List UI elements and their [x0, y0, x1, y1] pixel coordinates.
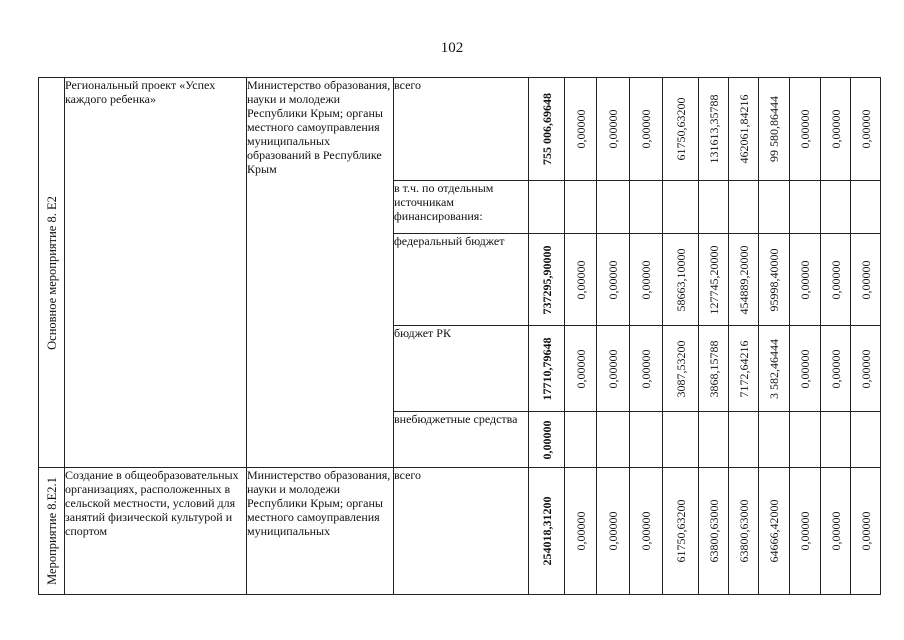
value-cell: 0,00000 — [821, 78, 851, 181]
value-cell: 64666,42000 — [759, 468, 790, 595]
value-cell: 131613,35788 — [699, 78, 729, 181]
source-cell: всего — [394, 468, 529, 595]
total-cell: 737295,90000 — [529, 234, 565, 326]
total-cell: 0,00000 — [529, 412, 565, 468]
source-cell: внебюджетные средства — [394, 412, 529, 468]
value-cell: 95998,40000 — [759, 234, 790, 326]
value-cell: 0,00000 — [851, 326, 881, 412]
value-cell — [729, 181, 759, 234]
value-cell: 0,00000 — [790, 468, 821, 595]
table-row — [39, 78, 881, 181]
value-cell: 0,00000 — [790, 234, 821, 326]
value-cell: 0,00000 — [630, 468, 663, 595]
value-cell: 0,00000 — [597, 78, 630, 181]
value-cell: 0,00000 — [565, 468, 597, 595]
total-cell — [529, 181, 565, 234]
value-cell: 3 582,46444 — [759, 326, 790, 412]
value-cell: 0,00000 — [630, 234, 663, 326]
value-cell: 127745,20000 — [699, 234, 729, 326]
value-cell — [821, 181, 851, 234]
value-cell: 0,00000 — [851, 468, 881, 595]
source-cell: в т.ч. по отдельным источникам финансирования: — [394, 181, 529, 234]
value-cell: 0,00000 — [851, 234, 881, 326]
value-cell — [790, 181, 821, 234]
value-cell — [630, 181, 663, 234]
value-cell: 7172,64216 — [729, 326, 759, 412]
value-cell: 0,00000 — [597, 326, 630, 412]
total-cell: 755 006,69648 — [529, 78, 565, 181]
value-cell — [565, 412, 597, 468]
total-cell: 17710,79648 — [529, 326, 565, 412]
value-cell: 61750,63200 — [663, 78, 699, 181]
executor-cell: Министерство образования, науки и молодежи Республики Крым; органы местного самоуправления муниципальных — [247, 468, 394, 595]
source-cell: федеральный бюджет — [394, 234, 529, 326]
value-cell: 0,00000 — [630, 78, 663, 181]
value-cell: 0,00000 — [597, 468, 630, 595]
row-label-sub: Мероприятие 8.Е2.1 — [39, 468, 65, 595]
value-cell — [790, 412, 821, 468]
value-cell: 0,00000 — [790, 78, 821, 181]
executor-cell: Министерство образования, науки и молодежи Республики Крым; органы местного самоуправления муниципальных образований в Республике Крым — [247, 78, 394, 468]
value-cell — [821, 412, 851, 468]
total-cell: 254018,31200 — [529, 468, 565, 595]
value-cell: 61750,63200 — [663, 468, 699, 595]
row-label-main: Основное мероприятие 8. Е2 — [39, 78, 65, 468]
value-cell: 3087,53200 — [663, 326, 699, 412]
source-cell: всего — [394, 78, 529, 181]
value-cell — [851, 181, 881, 234]
source-cell: бюджет РК — [394, 326, 529, 412]
page-number: 102 — [440, 40, 464, 56]
value-cell: 0,00000 — [565, 78, 597, 181]
value-cell: 99 580,86444 — [759, 78, 790, 181]
value-cell: 0,00000 — [597, 234, 630, 326]
value-cell — [759, 412, 790, 468]
project-name: Создание в общеобразовательных организациях, расположенных в сельской местности, условий для занятий физической культурой и спортом — [65, 468, 247, 595]
table-row — [39, 468, 881, 595]
value-cell: 0,00000 — [790, 326, 821, 412]
value-cell: 0,00000 — [630, 326, 663, 412]
value-cell — [663, 412, 699, 468]
value-cell: 0,00000 — [821, 468, 851, 595]
value-cell — [759, 181, 790, 234]
project-name: Региональный проект «Успех каждого ребенка» — [65, 78, 247, 468]
value-cell — [851, 412, 881, 468]
budget-table — [38, 77, 881, 595]
value-cell — [729, 412, 759, 468]
value-cell: 0,00000 — [565, 326, 597, 412]
value-cell: 0,00000 — [821, 326, 851, 412]
value-cell — [699, 181, 729, 234]
value-cell — [597, 181, 630, 234]
value-cell — [597, 412, 630, 468]
value-cell — [630, 412, 663, 468]
value-cell: 454889,20000 — [729, 234, 759, 326]
value-cell: 63800,63000 — [699, 468, 729, 595]
value-cell: 58663,10000 — [663, 234, 699, 326]
value-cell: 63800,63000 — [729, 468, 759, 595]
value-cell — [565, 181, 597, 234]
value-cell — [663, 181, 699, 234]
value-cell: 0,00000 — [851, 78, 881, 181]
value-cell: 0,00000 — [821, 234, 851, 326]
value-cell: 3868,15788 — [699, 326, 729, 412]
value-cell: 462061,84216 — [729, 78, 759, 181]
value-cell — [699, 412, 729, 468]
value-cell: 0,00000 — [565, 234, 597, 326]
